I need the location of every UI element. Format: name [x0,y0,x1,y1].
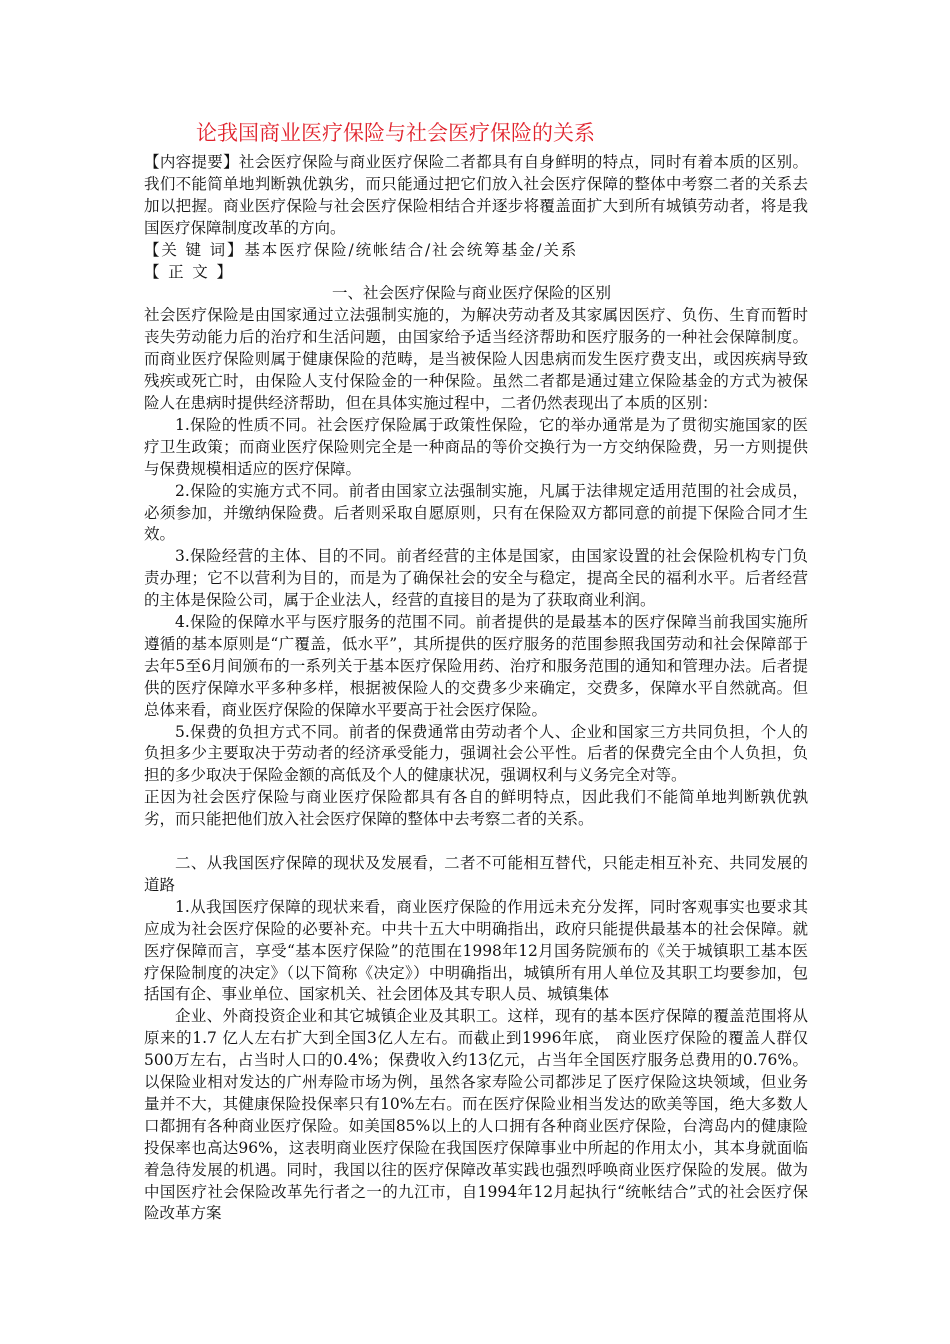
point-2: 2.保险的实施方式不同。前者由国家立法强制实施，凡属于法律规定适用范围的社会成员，必须参加，并缴纳保险费。后者则采取自愿原则，只有在保险双方都同意的前提下保险合同才生效。 [144,481,808,544]
body-label: 【 正 文 】 [144,262,234,281]
point-3: 3.保险经营的主体、目的不同。前者经营的主体是国家，由国家设置的社会保险机构专门负责办理；它不以营利为目的，而是为了确保社会的安全与稳定，提高全民的福利水平。后者经营的主体是保险公司，属于企业法人，经营的直接目的是为了获取商业利润。 [144,547,808,610]
document-page [144,118,808,1225]
point-4: 4.保险的保障水平与医疗服务的范围不同。前者提供的是最基本的医疗保障当前我国实施所遵循的基本原则是“广覆盖，低水平”，其所提供的医疗服务的范围参照我国劳动和社会保障部于去年5至6月间颁布的一系列关于基本医疗保险用药、治疗和服务范围的通知和管理办法。后者提供的医疗保障水平多种多样，根据被保险人的交费多少来确定，交费多，保障水平自然就高。但总体来看，商业医疗保险的保障水平要高于社会医疗保险。 [144,613,808,719]
section1-conclusion: 正因为社会医疗保险与商业医疗保险都具有各自的鲜明特点，因此我们不能简单地判断孰优孰劣，而只能把他们放入社会医疗保障的整体中去考察二者的关系。 [144,788,808,829]
blank-line [144,831,808,853]
point-5: 5.保费的负担方式不同。前者的保费通常由劳动者个人、企业和国家三方共同负担，个人的负担多少主要取决于劳动者的经济承受能力，强调社会公平性。后者的保费完全由个人负担，负担的多少取决于保险金额的高低及个人的健康状况，强调权利与义务完全对等。 [144,722,808,785]
section1-intro: 社会医疗保险是由国家通过立法强制实施的，为解决劳动者及其家属因医疗、负伤、生育而暂时丧失劳动能力后的治疗和生活问题，由国家给予适当经济帮助和医疗服务的一种社会保障制度。而商业医疗保险则属于健康保险的范畴，是当被保险人因患病而发生医疗费支出，或因疾病导致残疾或死亡时，由保险人支付保险金的一种保险。虽然二者都是通过建立保险基金的方式为被保险人在患病时提供经济帮助，但在具体实施过程中，二者仍然表现出了本质的区别： [144,306,808,412]
section1-title: 一、社会医疗保险与商业医疗保险的区别 [332,284,612,303]
keywords: 【关 键 词】基本医疗保险/统帐结合/社会统筹基金/关系 [144,240,579,259]
section2-title: 二、从我国医疗保障的现状及发展看，二者不可能相互替代，只能走相互补充、共同发展的道路 [144,853,808,894]
document-title: 论我国商业医疗保险与社会医疗保险的关系 [196,121,595,145]
point-1: 1.保险的性质不同。社会医疗保险属于政策性保险，它的举办通常是为了贯彻实施国家的医疗卫生政策；而商业医疗保险则完全是一种商品的等价交换行为一方交纳保险费，另一方则提供与保费规模相适应的医疗保障。 [144,415,808,478]
section2-paragraph-1: 1.从我国医疗保障的现状来看，商业医疗保险的作用远未充分发挥，同时客观事实也要求其应成为社会医疗保险的必要补充。中共十五大中明确指出，政府只能提供最基本的社会保障。就医疗保障而言，享受“基本医疗保险”的范围在1998年12月国务院颁布的《关于城镇职工基本医疗保险制度的决定》（以下简称《决定》）中明确指出，城镇所有用人单位及其职工均要参加，包括国有企、事业单位、国家机关、社会团体及其专职人员、城镇集体 [144,897,808,1004]
abstract: 【内容提要】社会医疗保险与商业医疗保险二者都具有自身鲜明的特点，同时有着本质的区别。我们不能简单地判断孰优孰劣，而只能通过把它们放入社会医疗保障的整体中考察二者的关系去加以把握。商业医疗保险与社会医疗保险相结合并逐步将覆盖面扩大到所有城镇劳动者，将是我国医疗保障制度改革的方向。 [144,153,808,237]
section2-paragraph-2: 企业、外商投资企业和其它城镇企业及其职工。这样，现有的基本医疗保障的覆盖范围将从原来的1.7 亿人左右扩大到全国3亿人左右。而截止到1996年底， 商业医疗保险的覆盖人群仅500万左右，占当时人口的0.4%；保费收入约13亿元，占当年全国医疗服务总费用的0.76%。以保险业相对发达的广州寿险市场为例，虽然各家寿险公司都涉足了医疗保险这块领域，但业务量并不大，其健康保险投保率只有10%左右。而在医疗保险业相当发达的欧美等国，绝大多数人口都拥有各种商业医疗保险。如美国85%以上的人口拥有各种商业医疗保险，台湾岛内的健康险投保率也高达96%，这表明商业医疗保险在我国医疗保障事业中所起的作用太小，其本身就面临着急待发展的机遇。同时，我国以往的医疗保障改革实践也强烈呼唤商业医疗保险的发展。做为中国医疗社会保险改革先行者之一的九江市，自1994年12月起执行“统帐结合”式的社会医疗保险改革方案 [144,1007,808,1223]
